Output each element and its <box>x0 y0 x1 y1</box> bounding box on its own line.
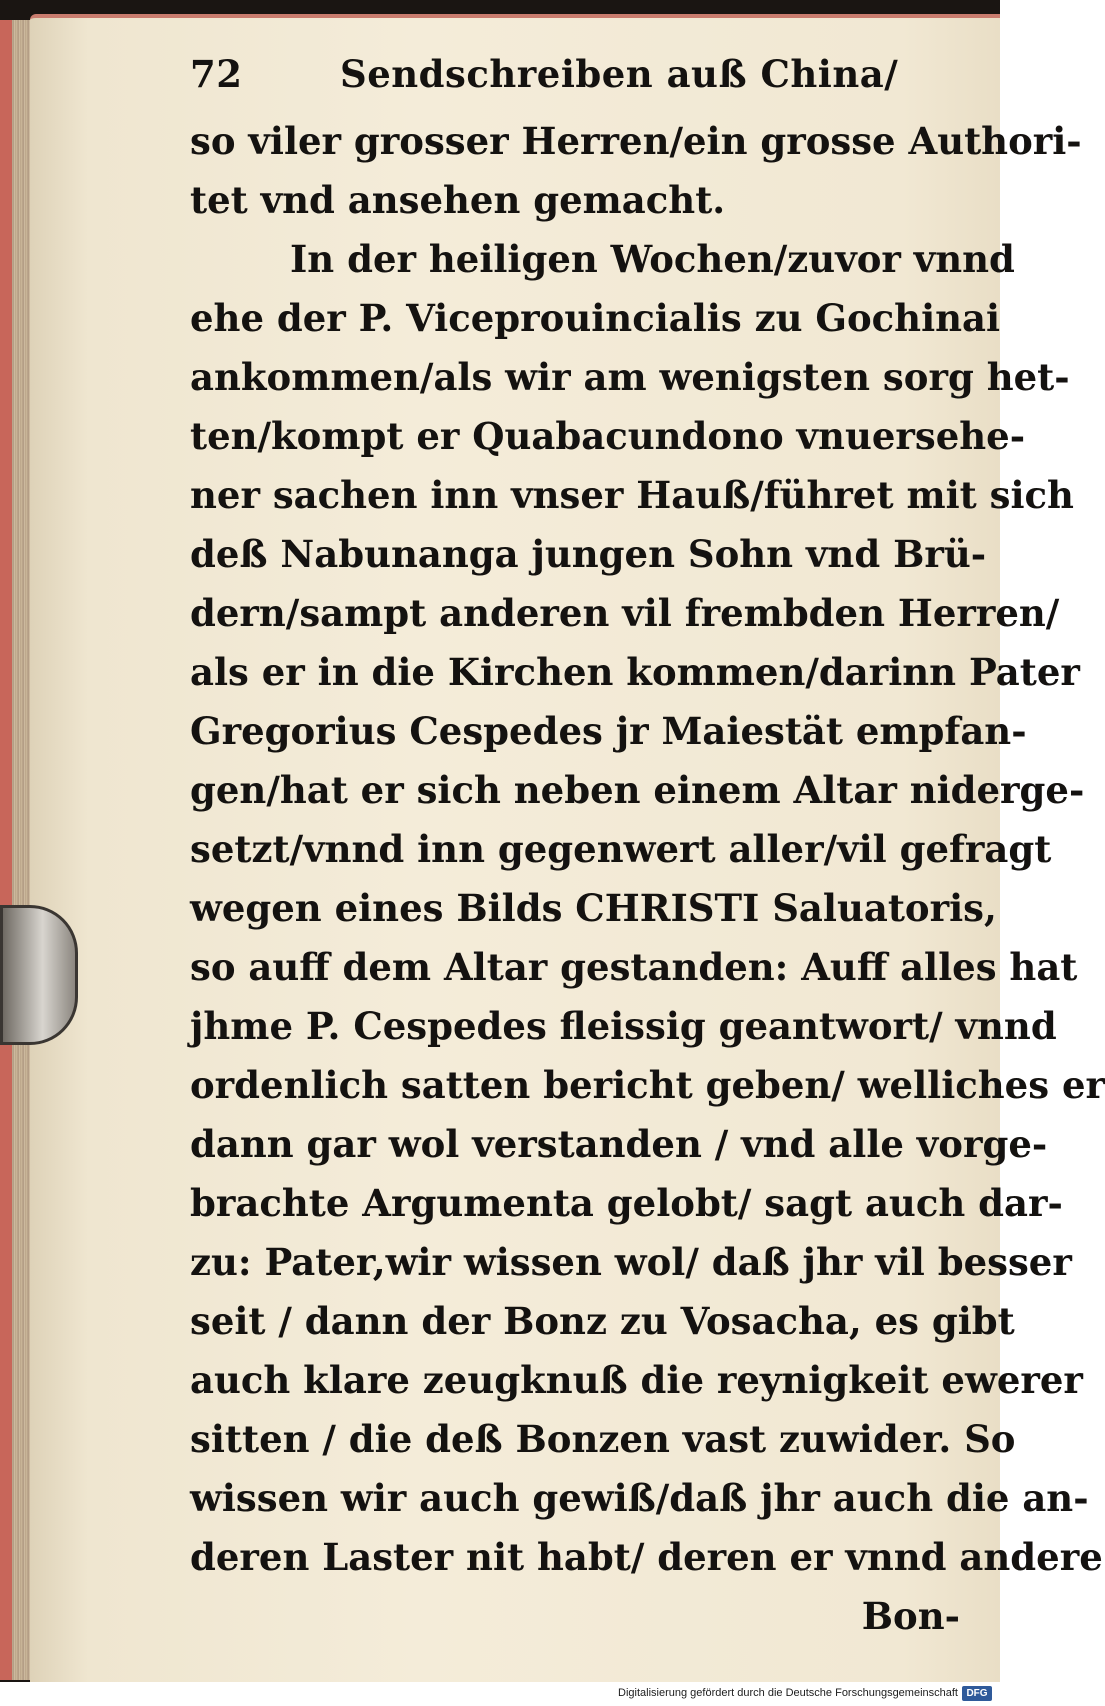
text-line: ner sachen inn vnser Hauß/führet mit sich <box>190 473 1074 517</box>
digitization-footer <box>0 1682 1000 1706</box>
text-line: brachte Argumenta gelobt/ sagt auch dar- <box>190 1181 1063 1225</box>
text-line: deß Nabunanga jungen Sohn vnd Brü- <box>190 532 987 576</box>
text-line: In der heiligen Wochen/zuvor vnnd <box>290 237 1015 281</box>
text-line: tet vnd ansehen gemacht. <box>190 178 726 222</box>
text-line: jhme P. Cespedes fleissig geantwort/ vnnd <box>190 1004 1057 1048</box>
text-line: sitten / die deß Bonzen vast zuwider. So <box>190 1417 1016 1461</box>
text-line: so auff dem Altar gestanden: Auff alles hat <box>190 945 1078 989</box>
text-line: wegen eines Bilds CHRISTI Saluatoris, <box>190 886 997 930</box>
page-header <box>190 52 960 112</box>
text-line: seit / dann der Bonz zu Vosacha, es gibt <box>190 1299 1015 1343</box>
text-line: deren Laster nit habt/ deren er vnnd andere <box>190 1535 1103 1579</box>
page-text <box>190 52 1105 1646</box>
text-line: als er in die Kirchen kommen/darinn Pater <box>190 650 1080 694</box>
dfg-credit: Digitalisierung gefördert durch die Deutsche Forschungsgemeinschaft <box>618 1687 958 1699</box>
text-line: ehe der P. Viceprouincialis zu Gochinai <box>190 296 1001 340</box>
page-edge-red <box>0 20 12 1680</box>
text-line: so viler grosser Herren/ein grosse Authori- <box>190 119 1082 163</box>
text-line: zu: Pater,wir wissen wol/ daß jhr vil besser <box>190 1240 1072 1284</box>
text-line: ankommen/als wir am wenigsten sorg het- <box>190 355 1070 399</box>
text-line: Gregorius Cespedes jr Maiestät empfan- <box>190 709 1027 753</box>
dfg-logo: DFG <box>962 1686 992 1701</box>
text-line: wissen wir auch gewiß/daß jhr auch die an- <box>190 1476 1089 1520</box>
catchword: Bon- <box>861 1594 960 1638</box>
text-line: setzt/vnnd inn gegenwert aller/vil gefragt <box>190 827 1052 871</box>
text-line: auch klare zeugknuß die reynigkeit ewerer <box>190 1358 1083 1402</box>
text-line: ten/kompt er Quabacundono vnuersehe- <box>190 414 1026 458</box>
running-title: Sendschreiben auß China/ <box>340 52 899 96</box>
text-line: dann gar wol verstanden / vnd alle vorge- <box>190 1122 1048 1166</box>
book-clip <box>0 905 78 1045</box>
text-line: ordenlich satten bericht geben/ welliches er <box>190 1063 1105 1107</box>
page-number: 72 <box>190 52 243 96</box>
text-line: dern/sampt anderen vil frembden Herren/ <box>190 591 1060 635</box>
text-line: gen/hat er sich neben einem Altar niderge- <box>190 768 1085 812</box>
